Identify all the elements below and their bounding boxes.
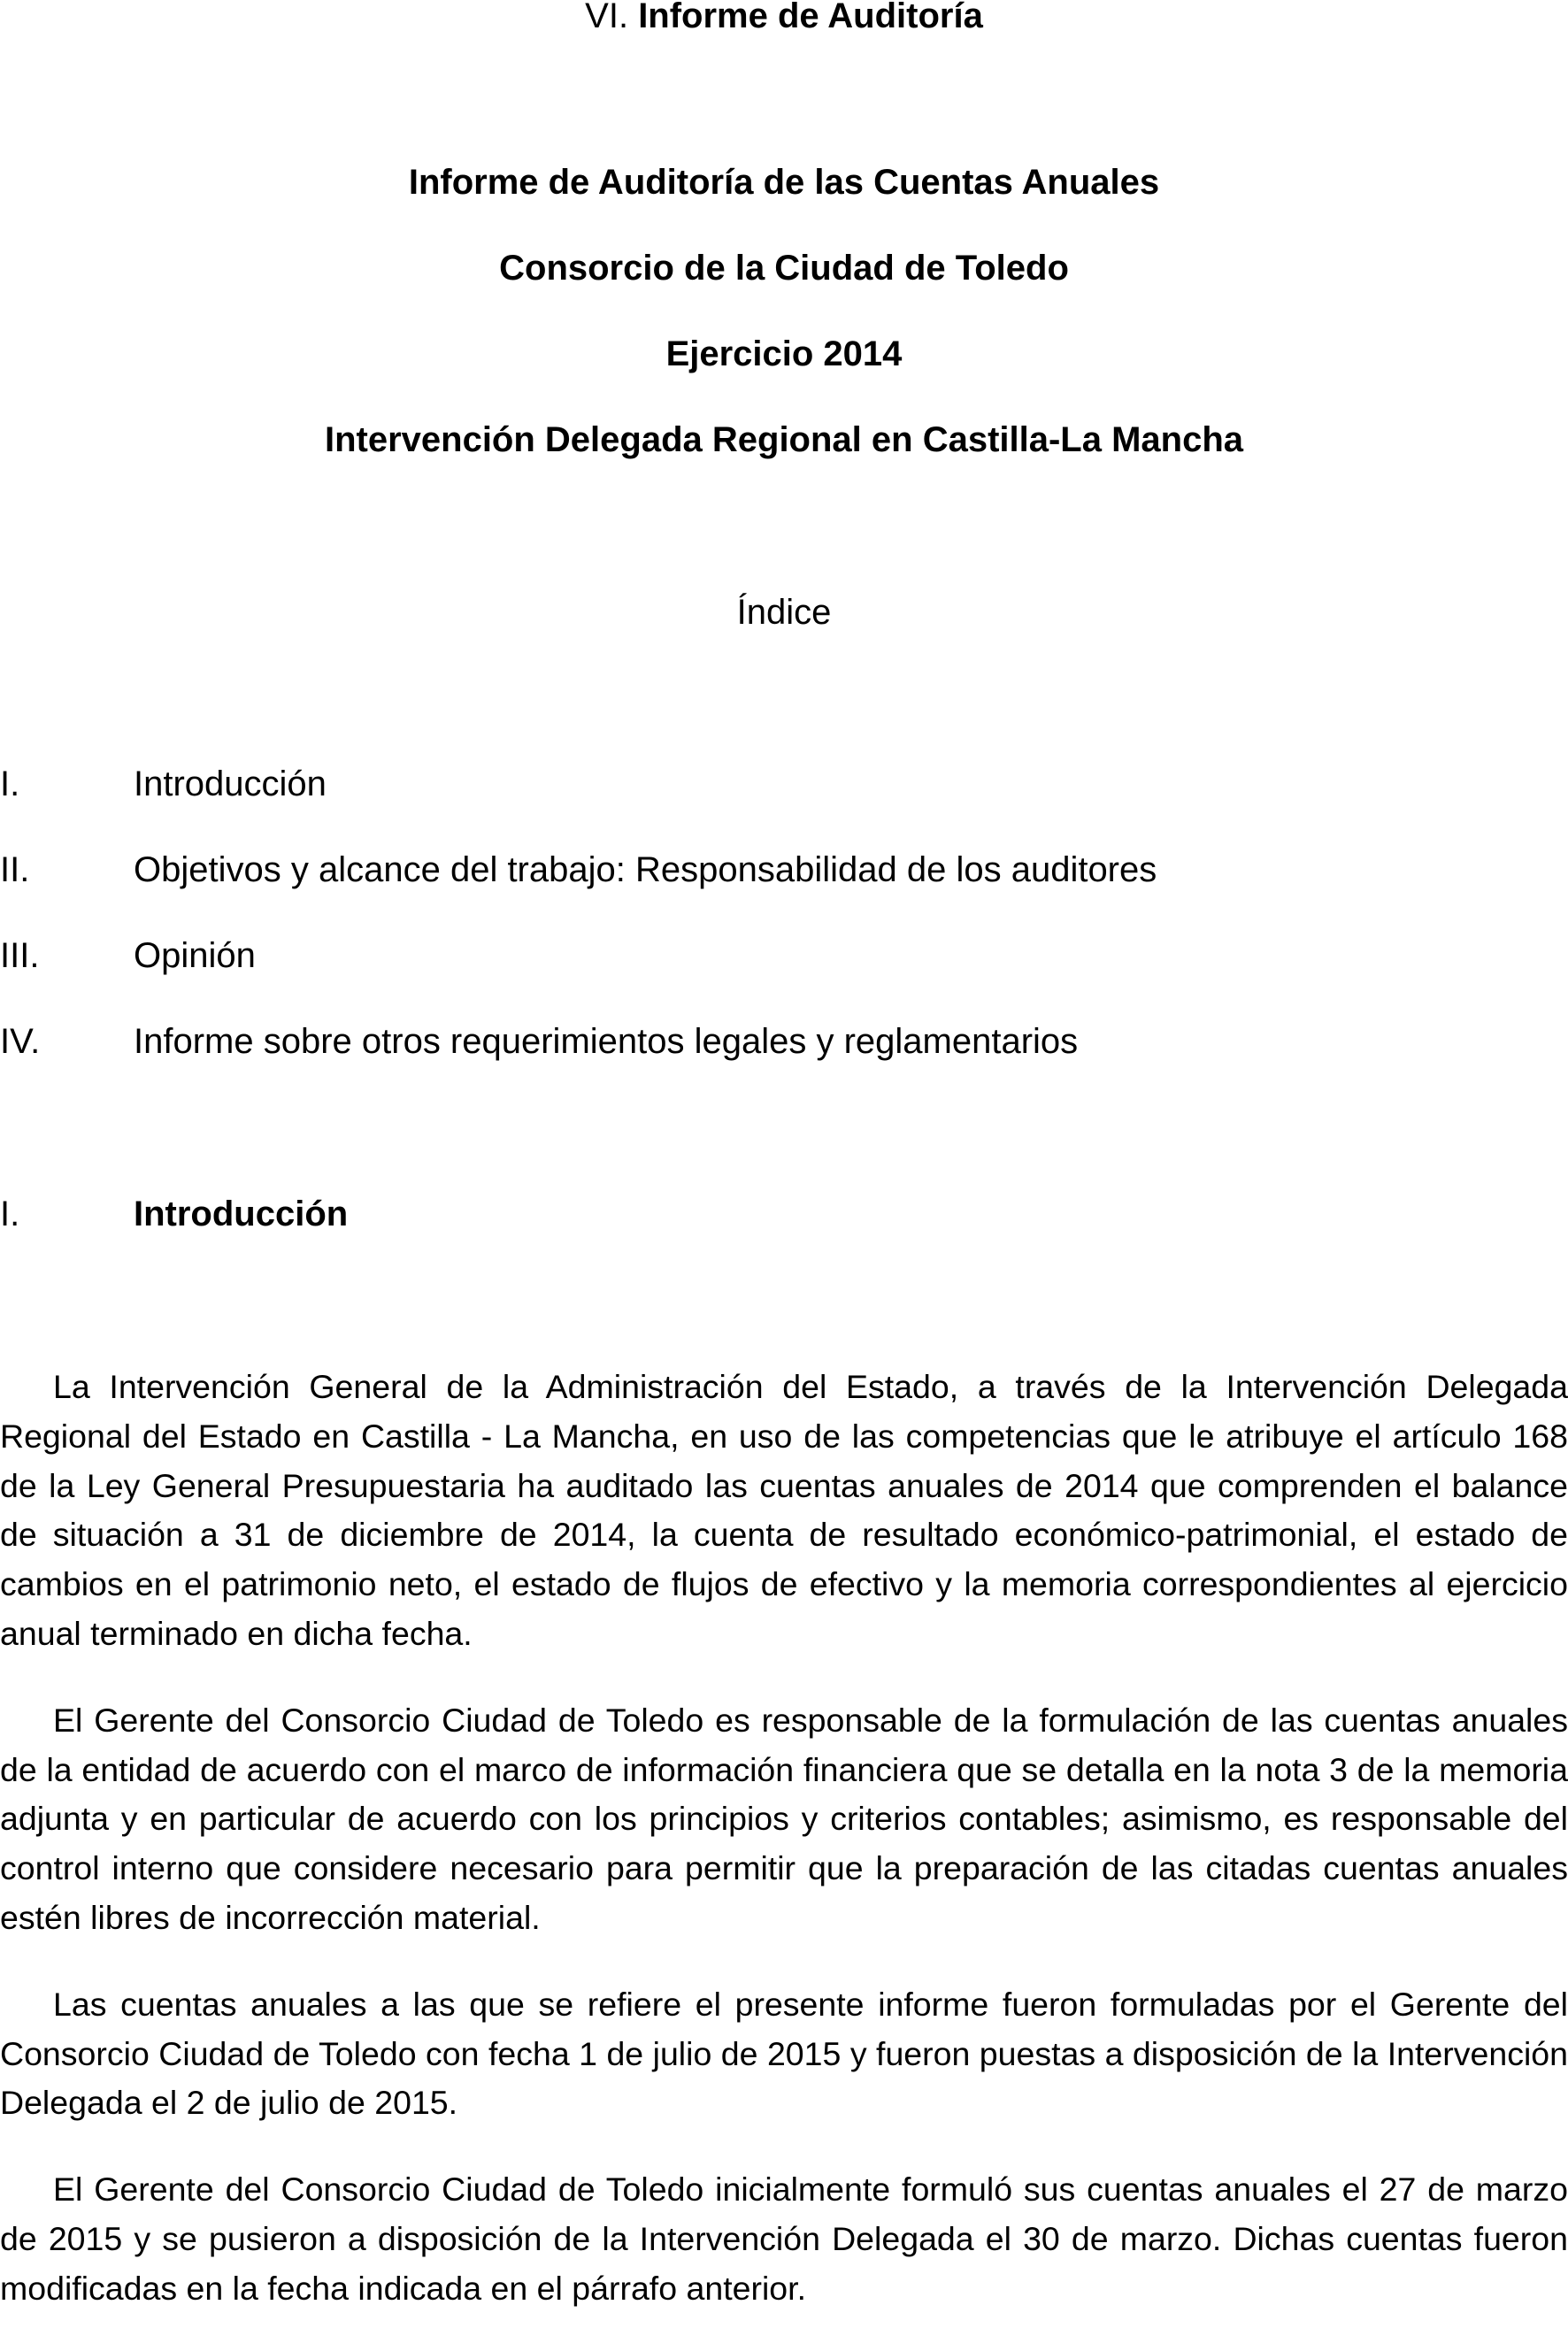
toc-item [0,763,1568,849]
section-title: Introducción [134,1195,349,1233]
body-paragraph: Las cuentas anuales a las que se refiere el presente informe fueron formuladas por el Gerente del Consorcio Ciudad de Toledo con fecha 1 de julio de 2015 y fueron puestas a disposición de la Intervención Delegada el 2 de julio de 2015. [0,1985,1568,2122]
fiscal-year: Ejercicio 2014 [665,334,903,373]
title-block [0,161,1568,504]
toc-item [0,849,1568,934]
toc-item-label: Objetivos y alcance del trabajo: Responsabilidad de los auditores [134,850,1157,889]
body-paragraph: La Intervención General de la Administración del Estado, a través de la Intervención Delegada Regional del Estado en Castilla - La Mancha, en uso de las competencias que le atribuye el artículo 168 de la Ley General Presupuestaria ha auditado las cuentas anuales de 2014 que comprenden el balance de situación a 31 de diciembre de 2014, la cuenta de resultado económico-patrimonial, el estado de cambios en el patrimonio neto, el estado de flujos de efectivo y la memoria correspondientes al ejercicio anual terminado en dicha fecha. [0,1368,1568,1652]
body-paragraph: El Gerente del Consorcio Ciudad de Toledo inicialmente formuló sus cuentas anuales el 27 de marzo de 2015 y se pusieron a disposición de la Intervención Delegada el 30 de marzo. Dichas cuentas fueron modificadas en la fecha indicada en el párrafo anterior. [0,2170,1568,2307]
toc-item-label: Informe sobre otros requerimientos legales y reglamentarios [134,1022,1079,1061]
toc-item-number: II. [0,850,30,889]
document-header [0,0,1568,37]
entity-name: Consorcio de la Ciudad de Toledo [499,249,1069,288]
header-title: Informe de Auditoría [638,0,983,35]
header-number: VI. [585,0,629,35]
section-number: I. [0,1195,20,1233]
index-heading: Índice [736,593,832,632]
toc-item [0,934,1568,1020]
toc-item-label: Introducción [134,764,327,803]
toc-item-number: III. [0,936,40,975]
auditor-office: Intervención Delegada Regional en Castilla-La Mancha [324,420,1244,459]
body-paragraph: El Gerente del Consorcio Ciudad de Toledo es responsable de la formulación de las cuentas anuales de la entidad de acuerdo con el marco de información financiera que se detalla en la nota 3 de la memoria adjunta y en particular de acuerdo con los principios y criterios contables; asimismo, es responsable del control interno que considere necesario para permitir que la preparación de las citadas cuentas anuales estén libres de incorrección material. [0,1701,1568,1936]
toc-item-number: I. [0,764,20,803]
toc-item-number: IV. [0,1022,41,1061]
table-of-contents [0,763,1568,1106]
toc-item-label: Opinión [134,936,256,975]
section-body [0,1363,1568,2351]
report-title: Informe de Auditoría de las Cuentas Anuales [408,163,1160,202]
toc-item [0,1020,1568,1106]
